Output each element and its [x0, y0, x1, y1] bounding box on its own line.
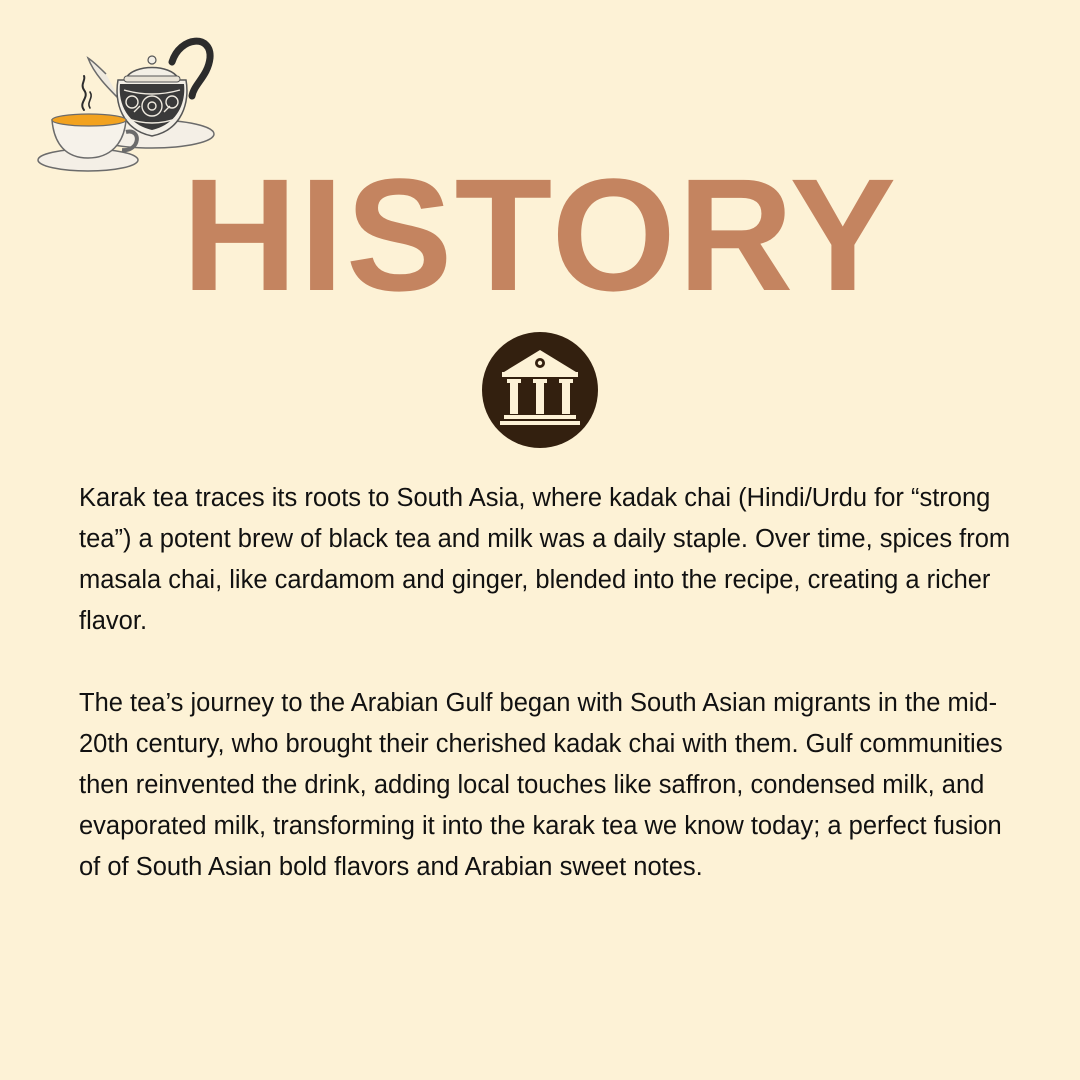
page-title: HISTORY	[181, 145, 899, 324]
museum-building-icon	[482, 332, 598, 448]
history-paragraph-origins: Karak tea traces its roots to South Asia, where kadak chai (Hindi/Urdu for “strong tea”) a potent brew of black tea and milk was a daily staple. Over time, spices from masala chai, like cardamom and ginger, blended into the recipe, creating a richer flavor.	[79, 484, 1011, 635]
history-paragraph-gulf-journey: The tea’s journey to the Arabian Gulf began with South Asian migrants in the mid-20th century, who brought their cherished kadak chai with them. Gulf communities then reinvented the drink, adding local touches like saffron, condensed milk, and evaporated milk, transforming it into the karak tea we know today; a perfect fusion of of South Asian bold flavors and Arabian sweet notes.	[79, 689, 1003, 881]
history-text	[79, 478, 1019, 929]
